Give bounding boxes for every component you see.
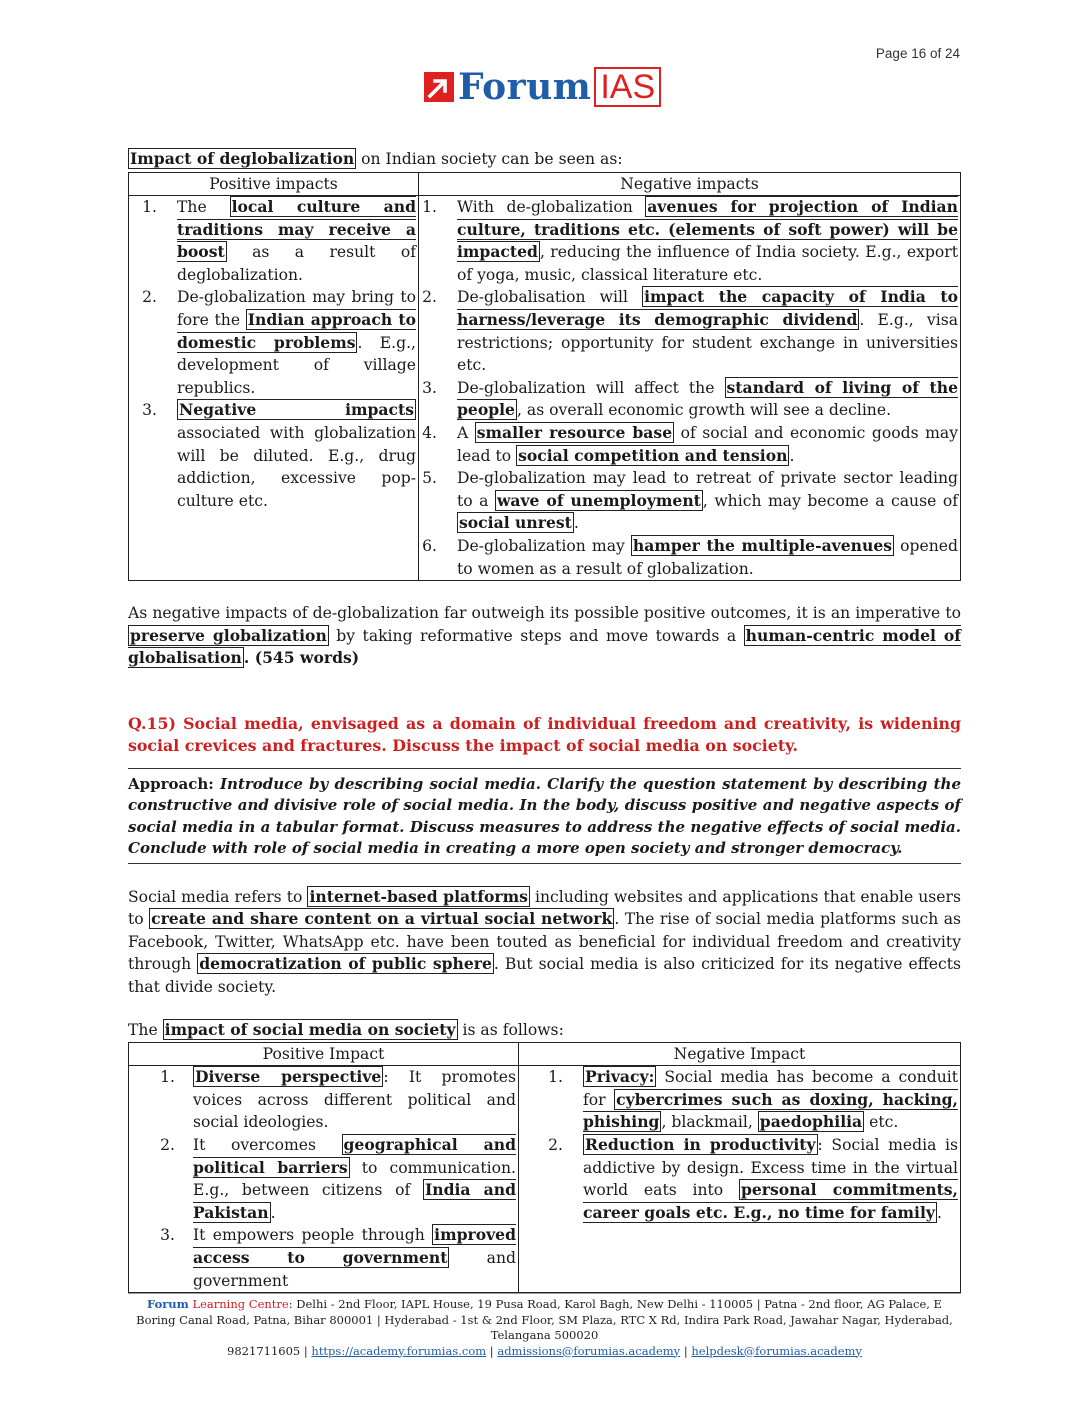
item-text: [193, 1134, 516, 1224]
item-number: 1.: [548, 1068, 563, 1087]
item-number: 1.: [422, 198, 437, 217]
positive-list: [129, 196, 418, 512]
social-media-impact-table: [128, 1042, 961, 1294]
item-number: 3.: [422, 378, 437, 397]
text: , reducing the influence of India society. E.g., export of yoga, music, classical literature etc.: [457, 243, 958, 284]
text: A: [457, 424, 475, 443]
text: . But social media is also criticized for its negative effects that divide society.: [128, 955, 962, 996]
text: as a result of deglobalization.: [177, 243, 416, 284]
list-item: [419, 467, 960, 535]
word-count: . (545 words): [243, 648, 360, 668]
highlight: social competition and tension: [518, 445, 788, 465]
text: by taking reformative steps and move towards a: [328, 626, 744, 645]
highlight: personal commitments, career goals etc. E.g., no time for family: [583, 1180, 958, 1222]
list-item: [129, 196, 418, 286]
col-header-positive: Positive Impact: [129, 1042, 519, 1066]
negative-list: [519, 1066, 960, 1224]
text: As negative impacts of de-globalization far outweigh its possible positive outcomes, it is an imperative to: [128, 604, 961, 623]
item-number: 3.: [160, 1226, 175, 1245]
highlight: paedophilia: [759, 1112, 863, 1132]
item-text: [177, 286, 416, 399]
question-15: Q.15) Social media, envisaged as a domain of individual freedom and creativity, is widening social crevices and fractures. Discuss the impact of social media on society.: [128, 713, 961, 756]
social-media-intro: [128, 886, 961, 999]
highlight: create and share content on a virtual social network: [151, 909, 613, 929]
highlight: Impact of deglobalization: [130, 149, 355, 168]
text: De-globalization may bring to fore the: [177, 288, 416, 330]
text: : It promotes voices across different political and social ideologies.: [193, 1068, 517, 1132]
item-number: 2.: [160, 1136, 175, 1155]
text: including websites and applications that enable users to: [128, 887, 961, 929]
text: .: [936, 1203, 942, 1222]
list-item: [419, 535, 960, 580]
list-item: [519, 1066, 960, 1134]
highlight: standard of living of the people: [457, 377, 958, 420]
academy-link[interactable]: https://academy.forumias.com: [311, 1343, 487, 1358]
highlight: Negative impacts: [179, 400, 414, 420]
text: opened to women as a result of globalization.: [457, 537, 958, 578]
item-text: [457, 422, 958, 467]
highlight: human-centric model of globalisation: [128, 625, 961, 668]
item-number: 1.: [160, 1068, 175, 1087]
list-item: [129, 399, 418, 512]
list-item: [419, 286, 960, 376]
logo-box: IAS: [594, 67, 661, 107]
text: . E.g., development of village republics.: [177, 333, 417, 397]
text: With de-globalization: [457, 198, 646, 217]
text: , which may become a cause of: [702, 491, 958, 510]
highlight: India and Pakistan: [193, 1180, 517, 1222]
list-item: [419, 422, 960, 467]
item-text: [193, 1066, 516, 1134]
text: of social and economic goods may lead to: [457, 424, 959, 465]
highlight: impact of social media on society: [164, 1020, 456, 1040]
item-number: 5.: [422, 469, 437, 488]
item-text: [457, 535, 958, 580]
list-item: [129, 1134, 518, 1224]
col-header-positive: Positive impacts: [129, 172, 419, 196]
deglob-intro: [128, 148, 961, 171]
text: , blackmail,: [661, 1113, 758, 1132]
highlight: preserve globalization: [130, 625, 327, 645]
item-number: 2.: [142, 288, 157, 307]
item-text: [177, 196, 416, 286]
approach-box: [128, 768, 961, 864]
text: .: [789, 446, 795, 465]
text: . E.g., visa restrictions; opportunity for student exchange in universities etc.: [457, 311, 958, 375]
highlight: smaller resource base: [476, 423, 673, 443]
list-item: [129, 286, 418, 399]
list-item: [129, 1224, 518, 1292]
forumias-logo: [424, 66, 661, 108]
positive-list: [129, 1066, 518, 1292]
footer-brand-suffix: Learning Centre: [188, 1297, 289, 1311]
footer-brand: Forum: [147, 1297, 189, 1311]
text: .: [270, 1203, 276, 1222]
list-item: [419, 377, 960, 422]
text: It empowers people through: [193, 1226, 433, 1245]
highlight: impact the capacity of India to harness/leverage its demographic dividend: [457, 287, 958, 330]
item-number: 6.: [422, 537, 437, 555]
approach-label: Approach:: [128, 774, 214, 793]
item-number: 1.: [142, 198, 157, 217]
text: to communication. E.g., between citizens of: [193, 1158, 516, 1200]
text: Social media has become a conduit for: [583, 1068, 958, 1109]
item-number: 3.: [142, 401, 157, 420]
footer-phone: 9821711605: [227, 1343, 301, 1358]
text: is as follows:: [457, 1021, 564, 1040]
col-header-negative: Negative impacts: [419, 172, 961, 196]
page-number: Page 16 of 24: [875, 46, 960, 61]
negative-list: [419, 196, 960, 580]
helpdesk-email-link[interactable]: helpdesk@forumias.academy: [691, 1343, 862, 1358]
item-text: [457, 286, 958, 376]
highlight: Reduction in productivity: [585, 1135, 816, 1155]
text: .: [573, 514, 579, 533]
col-header-negative: Negative Impact: [519, 1042, 961, 1066]
highlight: internet-based platforms: [309, 886, 528, 906]
text: The: [177, 198, 230, 217]
highlight: hamper the multiple-avenues: [632, 536, 893, 555]
highlight: cybercrimes such as doxing, hacking, phishing: [583, 1089, 958, 1132]
admissions-email-link[interactable]: admissions@forumias.academy: [497, 1343, 681, 1358]
text: and government: [193, 1249, 516, 1290]
negative-cell: [419, 196, 961, 581]
item-text: [457, 196, 958, 286]
text: on Indian society can be seen as:: [356, 150, 623, 168]
highlight: Privacy:: [585, 1067, 655, 1087]
item-text: [457, 377, 958, 422]
item-text: [193, 1224, 516, 1292]
list-item: [519, 1134, 960, 1224]
approach-text: Introduce by describing social media. Clarify the question statement by describing the constructive and divisive role of social media. In the body, discuss positive and negative aspects of social media in a tabular format. Discuss measures to address the negative effects of social media. Conclude with role of social media in creating a more open society and stronger democracy.: [128, 774, 961, 858]
footer: Forum Learning Centre: Delhi - 2nd Floor, IAPL House, 19 Pusa Road, Karol Bagh, New Delhi - 110005 | Patna - 2nd floor, AG Palace, E Boring Canal Road, Patna, Bihar 800001 | Hyderabad - 1st & 2nd Floor, SM Plaza, RTC X Rd, Indira Park Road, Jawahar Nagar, Hyderabad, Telangana 500020 9821711605 | https://academy.forumias.com | admissions@forumias.academy | helpdesk@forumias.academy: [128, 1293, 961, 1359]
list-item: [419, 196, 960, 286]
social-media-table-intro: [128, 1019, 961, 1042]
text: , as overall economic growth will see a decline.: [516, 401, 892, 420]
highlight: democratization of public sphere: [199, 954, 492, 974]
arrow-logo-icon: [424, 72, 454, 102]
highlight: Indian approach to domestic problems: [177, 310, 416, 352]
highlight: wave of unemployment: [496, 490, 701, 510]
text: De-globalization may lead to retreat of private sector leading to a: [457, 469, 958, 510]
positive-cell: [129, 1066, 519, 1293]
item-number: 4.: [422, 424, 437, 443]
highlight: geographical and political barriers: [193, 1135, 516, 1177]
item-number: 2.: [548, 1136, 563, 1155]
item-text: [457, 467, 958, 535]
text: The: [128, 1021, 163, 1040]
item-text: [583, 1066, 958, 1134]
text: associated with globalization will be diluted. E.g., drug addiction, excessive pop-culture etc.: [177, 424, 416, 510]
text: De-globalization may: [457, 537, 631, 555]
negative-cell: [519, 1066, 961, 1293]
item-text: [177, 399, 416, 512]
item-number: 2.: [422, 288, 437, 307]
deglob-conclusion: [128, 602, 961, 670]
text: De-globalization will affect the: [457, 378, 725, 397]
list-item: [129, 1066, 518, 1134]
text: : Social media is addictive by design. Excess time in the virtual world eats into: [583, 1136, 958, 1200]
deglobalization-impact-table: [128, 172, 961, 582]
logo-word: Forum: [458, 66, 592, 108]
text: De-globalisation will: [457, 288, 643, 307]
text: . The rise of social media platforms such as Facebook, Twitter, WhatsApp etc. have been touted as beneficial for individual freedom and creativity through: [128, 910, 961, 974]
text: It overcomes: [193, 1136, 342, 1155]
text: etc.: [864, 1113, 899, 1132]
highlight: social unrest: [459, 513, 572, 533]
highlight: improved access to government: [193, 1225, 516, 1268]
highlight: local culture and traditions may receive a boost: [177, 197, 416, 262]
highlight: Diverse perspective: [195, 1067, 382, 1087]
positive-cell: [129, 196, 419, 581]
highlight: avenues for projection of Indian culture, traditions etc. (elements of soft power) will be impacted: [457, 197, 958, 262]
text: Social media refers to: [128, 887, 308, 906]
item-text: [583, 1134, 958, 1224]
footer-address: : Delhi - 2nd Floor, IAPL House, 19 Pusa Road, Karol Bagh, New Delhi - 110005 | Patna - 2nd floor, AG Palace, E Boring Canal Road, Patna, Bihar 800001 | Hyderabad - 1st & 2nd Floor, SM Plaza, RTC X Rd, Indira Park Road, Jawahar Nagar, Hyderabad, Telangana 500020: [136, 1297, 953, 1342]
main-content: [128, 148, 961, 1293]
